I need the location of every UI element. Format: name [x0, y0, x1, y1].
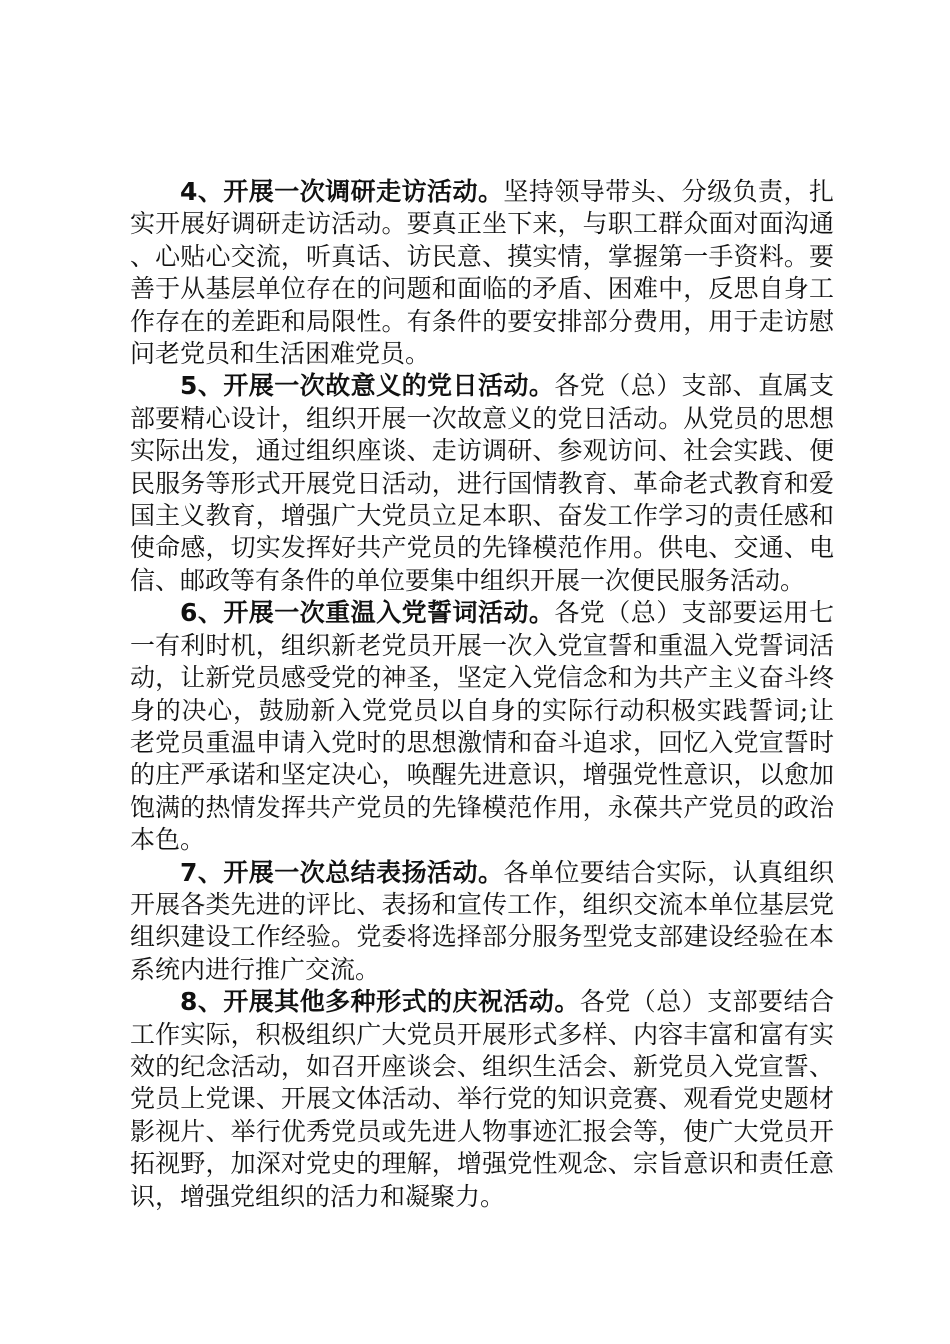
- paragraph-text: 各党（总）支部要结合工作实际，积极组织广大党员开展形式多样、内容丰富和富有实效的纪念活动，如召开座谈会、组织生活会、新党员入党宣誓、党员上党课、开展文体活动、举行党的知识竞赛、观看党史题材影视片、举行优秀党员或先进人物事迹汇报会等，使广大党员开拓视野，加深对党史的理解，增强党性观念、宗旨意识和责任意识，增强党组织的活力和凝聚力。: [130, 987, 834, 1211]
- paragraph-item-4: [130, 176, 834, 370]
- paragraph-item-6: [130, 597, 834, 856]
- paragraph-heading: 4、开展一次调研走访活动。: [180, 177, 504, 206]
- paragraph-text: 各单位要结合实际，认真组织开展各类先进的评比、表扬和宣传工作，组织交流本单位基层党组织建设工作经验。党委将选择部分服务型党支部建设经验在本系统内进行推广交流。: [130, 857, 834, 984]
- paragraph-text: 坚持领导带头、分级负责，扎实开展好调研走访活动。要真正坐下来，与职工群众面对面沟通、心贴心交流，听真话、访民意、摸实情，掌握第一手资料。要善于从基层单位存在的问题和面临的矛盾、困难中，反思自身工作存在的差距和局限性。有条件的要安排部分费用，用于走访慰问老党员和生活困难党员。: [130, 177, 834, 369]
- paragraph-heading: 7、开展一次总结表扬活动。: [180, 857, 504, 887]
- paragraph-item-8: [130, 986, 834, 1213]
- paragraph-item-5: [130, 370, 834, 597]
- paragraph-heading: 6、开展一次重温入党誓词活动。: [180, 598, 555, 628]
- paragraph-text: 各党（总）支部、直属支部要精心设计，组织开展一次故意义的党日活动。从党员的思想实际出发，通过组织座谈、走访调研、参观访问、社会实践、便民服务等形式开展党日活动，进行国情教育、革命老式教育和爱国主义教育，增强广大党员立足本职、奋发工作学习的责任感和使命感，切实发挥好共产党员的先锋模范作用。供电、交通、电信、邮政等有条件的单位要集中组织开展一次便民服务活动。: [130, 371, 834, 595]
- document-body: [130, 176, 834, 1213]
- paragraph-item-7: [130, 857, 834, 987]
- paragraph-heading: 8、开展其他多种形式的庆祝活动。: [180, 987, 580, 1017]
- paragraph-text: 各党（总）支部要运用七一有利时机，组织新老党员开展一次入党宣誓和重温入党誓词活动，让新党员感受党的神圣，坚定入党信念和为共产主义奋斗终身的决心，鼓励新入党党员以自身的实际行动积极实践誓词;让老党员重温申请入党时的思想激情和奋斗追求，回忆入党宣誓时的庄严承诺和坚定决心，唤醒先进意识，增强党性意识，以愈加饱满的热情发挥共产党员的先锋模范作用，永葆共产党员的政治本色。: [130, 598, 834, 855]
- paragraph-heading: 5、开展一次故意义的党日活动。: [180, 371, 555, 401]
